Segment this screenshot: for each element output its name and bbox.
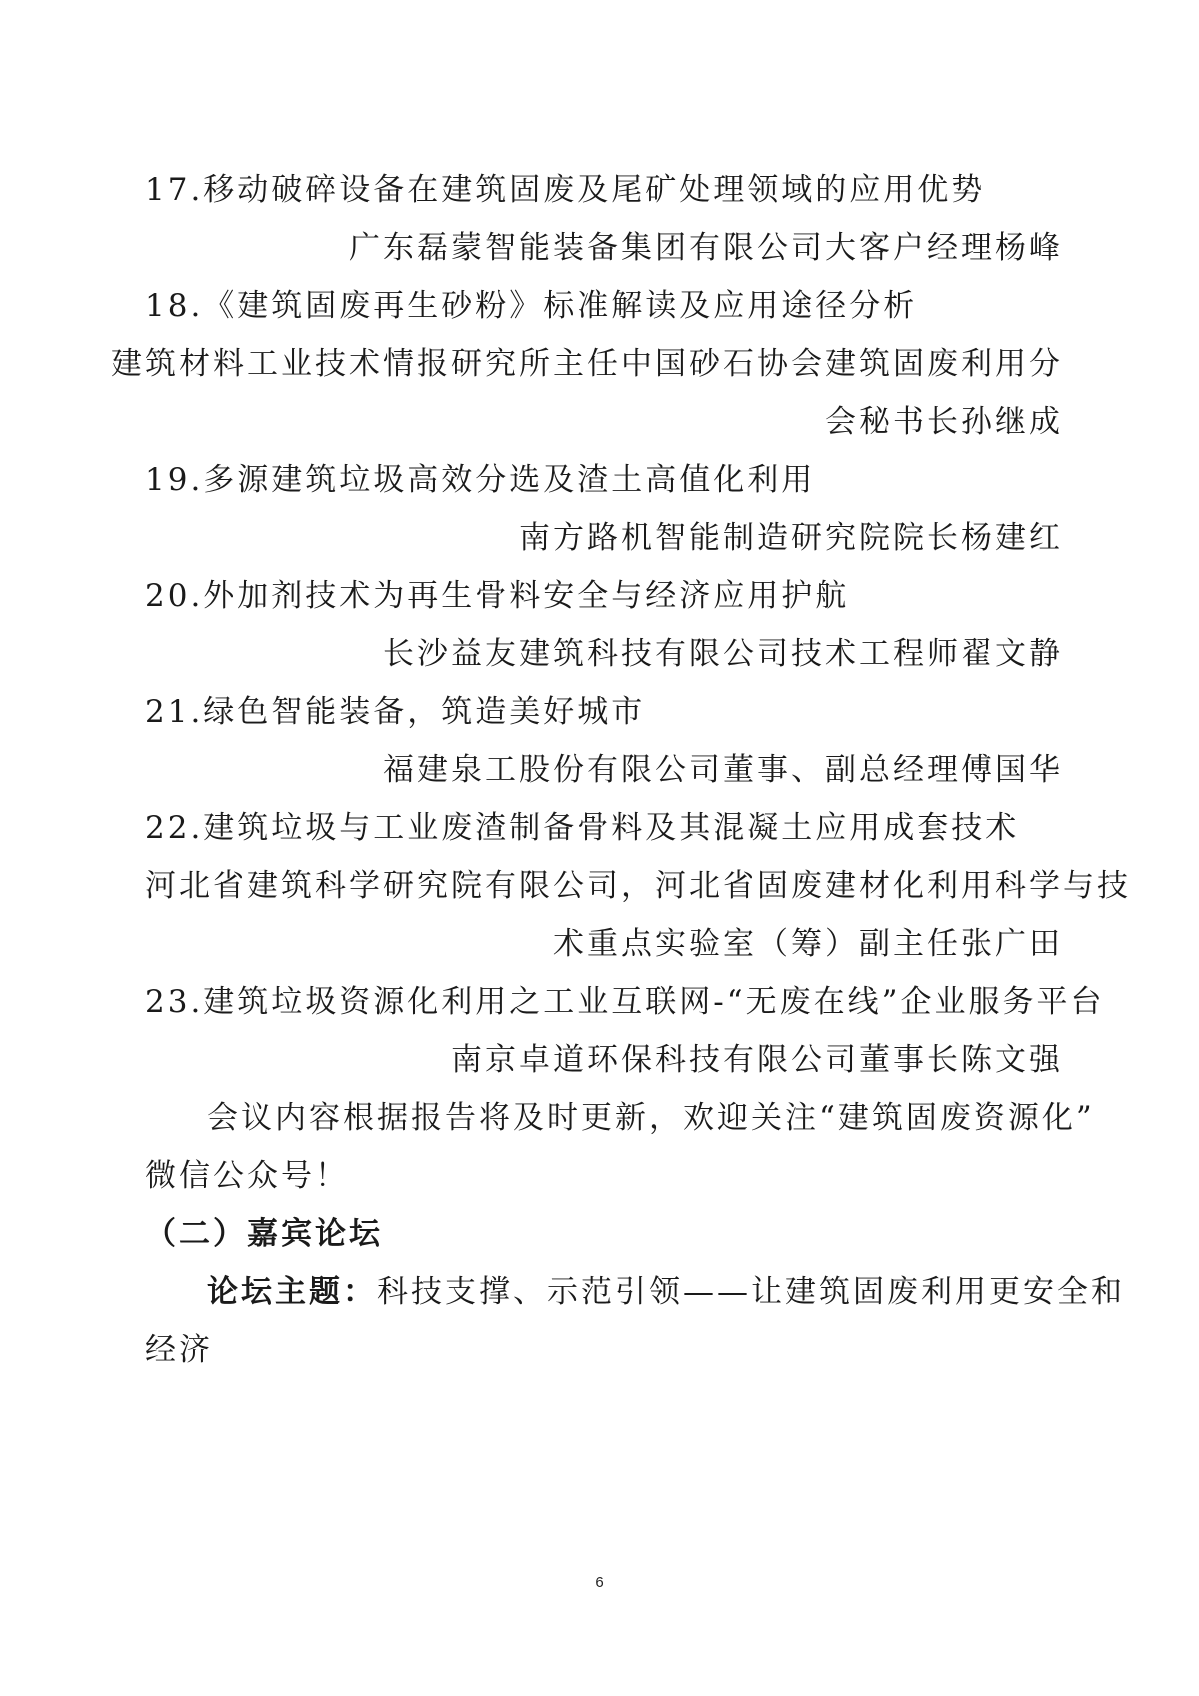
item-18-speaker-line2: 会秘书长孙继成	[825, 404, 1063, 440]
forum-theme-line2: 经济	[145, 1332, 213, 1368]
forum-theme-label: 论坛主题：	[207, 1274, 377, 1310]
item-20-title: 20.外加剂技术为再生骨料安全与经济应用护航	[145, 578, 850, 614]
item-22-title: 22.建筑垃圾与工业废渣制备骨料及其混凝土应用成套技术	[145, 810, 1020, 846]
item-23-title: 23.建筑垃圾资源化利用之工业互联网-“无废在线”企业服务平台	[145, 984, 1105, 1020]
notice-line2: 微信公众号！	[145, 1158, 349, 1194]
item-21-title: 21.绿色智能装备，筑造美好城市	[145, 694, 646, 730]
item-18-title: 18.《建筑固废再生砂粉》标准解读及应用途径分析	[145, 288, 918, 324]
item-22-speaker-line1: 河北省建筑科学研究院有限公司，河北省固废建材化利用科学与技	[145, 868, 1131, 904]
item-18-speaker-line1: 建筑材料工业技术情报研究所主任中国砂石协会建筑固废利用分	[111, 346, 1063, 382]
item-21-speaker: 福建泉工股份有限公司董事、副总经理傅国华	[383, 752, 1063, 788]
item-20-speaker: 长沙益友建筑科技有限公司技术工程师翟文静	[383, 636, 1063, 672]
item-17-speaker: 广东磊蒙智能装备集团有限公司大客户经理杨峰	[349, 230, 1063, 266]
item-23-speaker: 南京卓道环保科技有限公司董事长陈文强	[451, 1042, 1063, 1078]
section-heading: （二）嘉宾论坛	[145, 1216, 383, 1252]
item-19-title: 19.多源建筑垃圾高效分选及渣土高值化利用	[145, 462, 816, 498]
page-number: 6	[595, 1574, 604, 1591]
item-17-title: 17.移动破碎设备在建筑固废及尾矿处理领域的应用优势	[145, 172, 986, 208]
forum-theme-line1	[207, 1272, 1125, 1312]
item-22-speaker-line2: 术重点实验室（筹）副主任张广田	[553, 926, 1063, 962]
notice-line1: 会议内容根据报告将及时更新，欢迎关注“建筑固废资源化”	[207, 1100, 1095, 1136]
item-19-speaker: 南方路机智能制造研究院院长杨建红	[519, 520, 1063, 556]
forum-theme-text: 科技支撑、示范引领——让建筑固废利用更安全和	[377, 1274, 1125, 1310]
